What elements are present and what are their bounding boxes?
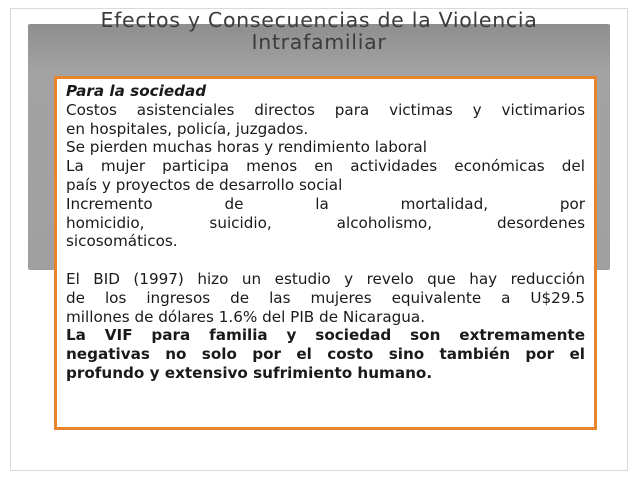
paragraph-horas: Se pierden muchas horas y rendimiento laboral (66, 138, 427, 157)
paragraph-bid-line-2: de los ingresos de las mujeres equivalente a U$29.5 (66, 288, 585, 307)
paragraph-vif-line-2: negativas no solo por el costo sino también por el (66, 345, 585, 364)
section-heading: Para la sociedad (66, 82, 207, 100)
paragraph-mortalidad-line-3: sicosomáticos. (66, 232, 178, 251)
paragraph-bid-line-3: millones de dólares 1.6% del PIB de Nicaragua. (66, 307, 426, 326)
paragraph-vif-line-3: profundo y extensivo sufrimiento humano. (66, 363, 433, 382)
title-line-1: Efectos y Consecuencias de la Violencia (100, 8, 538, 32)
paragraph-mujer-line-1: La mujer participa menos en actividades económicas del (66, 157, 585, 176)
paragraph-costos-line-1: Costos asistenciales directos para victimas y victimarios (66, 100, 585, 119)
paragraph-bid-line-1: El BID (1997) hizo un estudio y revelo que hay reducción (66, 269, 585, 288)
paragraph-mujer-line-2: país y proyectos de desarrollo social (66, 175, 343, 194)
paragraph-costos-line-2: en hospitales, policía, juzgados. (66, 119, 309, 138)
paragraph-mortalidad-line-2: homicidio, suicidio, alcoholismo, desordenes (66, 213, 585, 232)
paragraph-mortalidad-line-1: Incremento de la mortalidad, por (66, 194, 585, 213)
slide-title (28, 9, 610, 53)
title-line-2: Intrafamiliar (251, 30, 387, 54)
content-box (54, 76, 597, 430)
paragraph-vif-line-1: La VIF para familia y sociedad son extremamente (66, 326, 585, 345)
paragraph-spacer (66, 251, 585, 270)
